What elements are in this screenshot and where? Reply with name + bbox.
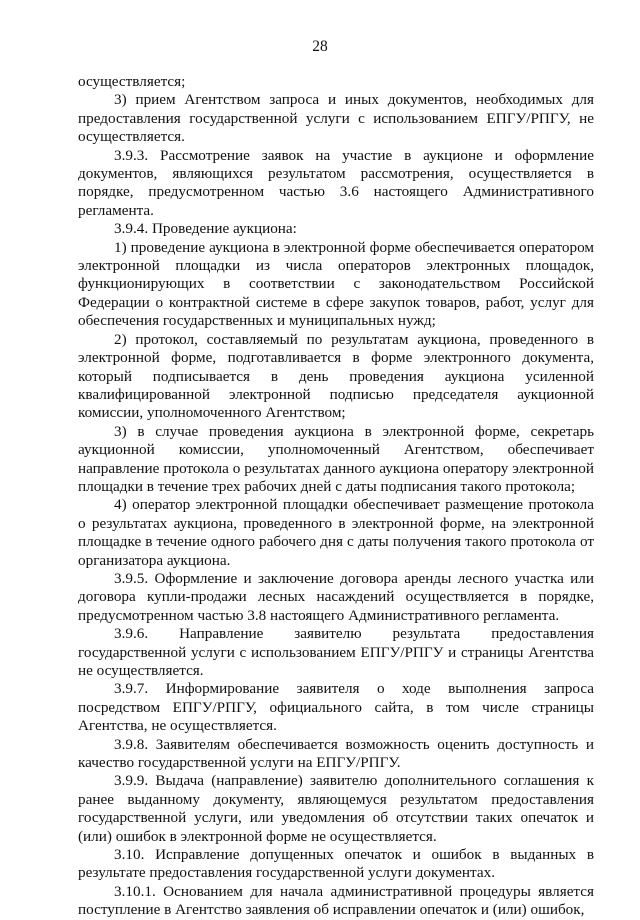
paragraph: 3.9.9. Выдача (направление) заявителю дополнительного соглашения к ранее выданному документу, являющемуся результатом предоставления государственной услуги, или уведомления об отсутствии таких опечаток и (или) ошибок в электронной форме не осуществляется. (78, 772, 594, 845)
paragraph: 1) проведение аукциона в электронной форме обеспечивается оператором электронной площадки из числа операторов электронных площадок, функционирующих в соответствии с законодательством Российской Федерации о контрактной системе в сфере закупок товаров, работ, услуг для обеспечения государственных и муниципальных нужд; (78, 238, 594, 330)
paragraph: 3.10.1. Основанием для начала административной процедуры является поступление в Агентство заявления об исправлении опечаток и (или) ошибок, (78, 882, 594, 919)
paragraph: 3.9.5. Оформление и заключение договора аренды лесного участка или договора купли-продажи лесных насаждений осуществляется в порядке, предусмотренном частью 3.8 настоящего Административного регламента. (78, 569, 594, 624)
paragraph: 2) протокол, составляемый по результатам аукциона, проведенного в электронной форме, подготавливается в форме электронного документа, который подписывается в день проведения аукциона усиленной квалифицированной электронной подписью председателя аукционной комиссии, уполномоченного Агентством; (78, 330, 594, 422)
paragraph-continuation: осуществляется; (78, 73, 186, 90)
paragraph: 3.9.3. Рассмотрение заявок на участие в аукционе и оформление документов, являющихся результатом рассмотрения, осуществляется в порядке, предусмотренном частью 3.6 настоящего Административного регламента. (78, 146, 594, 219)
paragraph: 4) оператор электронной площадки обеспечивает размещение протокола о результатах аукциона, проведенного в электронной форме, на электронной площадке в течение одного рабочего дня с даты получения такого протокола от организатора аукциона. (78, 496, 594, 569)
paragraph: 3) в случае проведения аукциона в электронной форме, секретарь аукционной комиссии, уполномоченный Агентством, обеспечивает направление протокола о результатах данного аукциона оператору электронной площадки в течение трех рабочих дней с даты подписания такого протокола; (78, 422, 594, 495)
page-number: 28 (312, 38, 328, 55)
paragraph: 3.9.8. Заявителям обеспечивается возможность оценить доступность и качество государственной услуги на ЕПГУ/РПГУ. (78, 735, 594, 772)
paragraph: 3) прием Агентством запроса и иных документов, необходимых для предоставления государственной услуги с использованием ЕПГУ/РПГУ, не осуществляется. (78, 91, 594, 146)
paragraph: 3.9.7. Информирование заявителя о ходе выполнения запроса посредством ЕПГУ/РПГУ, официального сайта, в том числе страницы Агентства, не осуществляется. (78, 680, 594, 735)
paragraph: 3.10. Исправление допущенных опечаток и ошибок в выданных в результате предоставления государственной услуги документах. (78, 846, 594, 882)
document-body (78, 73, 594, 920)
paragraph: 3.9.6. Направление заявителю результата предоставления государственной услуги с использованием ЕПГУ/РПГУ и страницы Агентства не осуществляется. (78, 625, 594, 679)
paragraph: 3.9.4. Проведение аукциона: (114, 220, 297, 238)
